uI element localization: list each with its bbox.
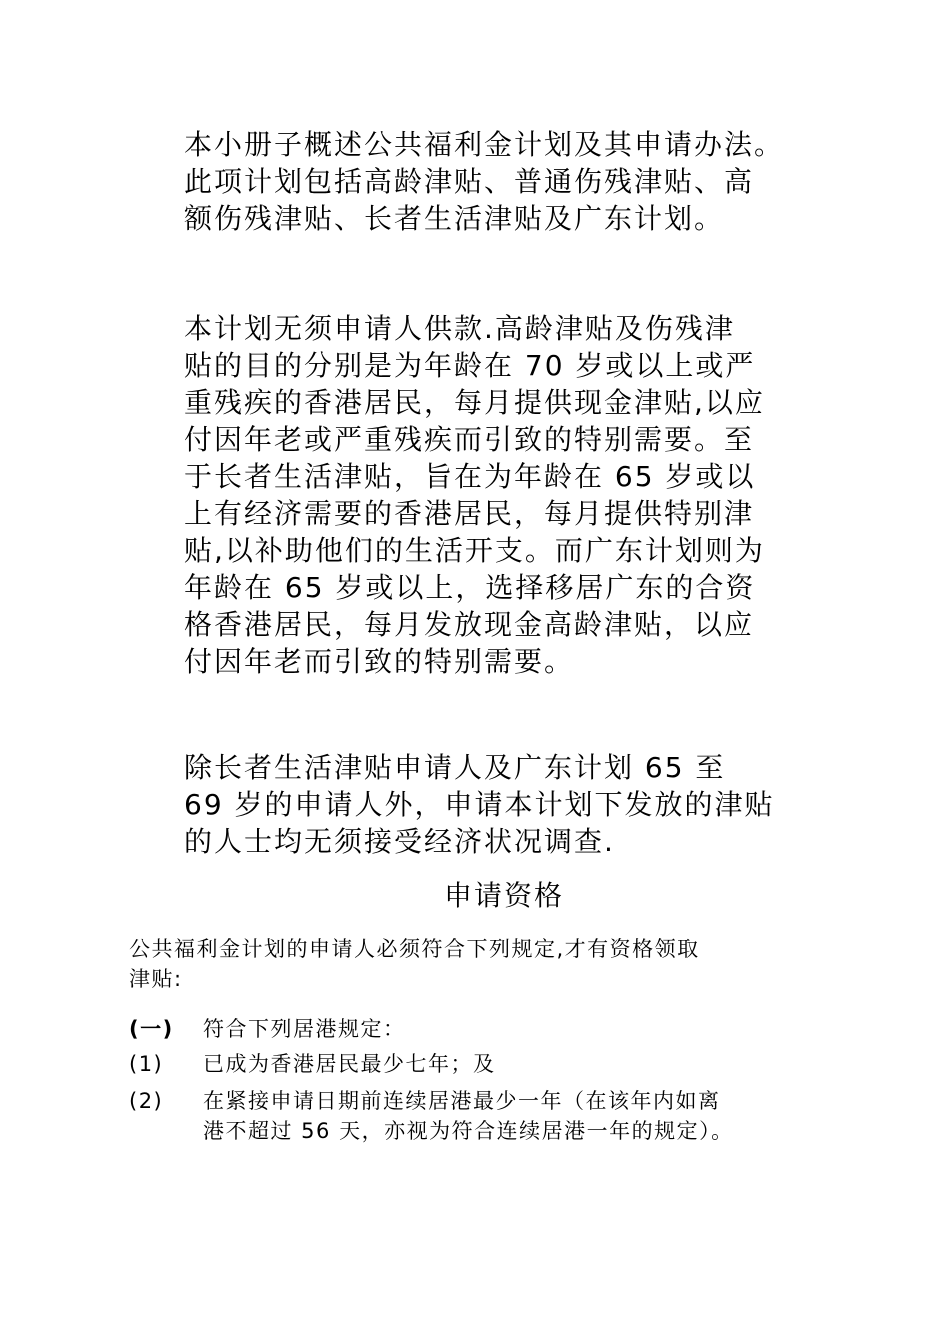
text-line: 已成为香港居民最少七年；及 — [203, 1052, 496, 1076]
paragraph-means-test — [184, 749, 834, 860]
list-marker: (2) — [129, 1089, 164, 1113]
text-line: 年龄在 65 岁或以上，选择移居广东的合资 — [184, 571, 756, 604]
paragraph-overview — [184, 126, 834, 237]
text-line: 额伤残津贴、长者生活津贴及广东计划。 — [184, 202, 725, 235]
list-item-text — [203, 1086, 734, 1146]
text-line: 港不超过 56 天，亦视为符合连续居港一年的规定）。 — [203, 1119, 734, 1143]
text-line: 贴,以补助他们的生活开支。而广东计划则为 — [184, 534, 765, 567]
text-line: 本计划无须申请人供款.高龄津贴及伤残津 — [184, 312, 735, 345]
text-line: 津贴: — [129, 967, 183, 991]
text-line: 除长者生活津贴申请人及广东计划 65 至 — [184, 751, 726, 784]
text-line: 公共福利金计划的申请人必须符合下列规定,才有资格领取 — [129, 937, 700, 961]
text-line: 在紧接申请日期前连续居港最少一年（在该年内如离 — [203, 1089, 721, 1113]
text-line: 付因年老或严重残疾而引致的特别需要。至 — [184, 423, 755, 456]
paragraph-purpose — [184, 310, 834, 680]
list-item-text — [203, 1049, 496, 1079]
section-heading: 申请资格 — [443, 879, 564, 912]
text-line: 符合下列居港规定： — [203, 1017, 406, 1041]
text-line: 69 岁的申请人外，申请本计划下发放的津贴 — [184, 788, 775, 821]
section-intro — [129, 934, 849, 994]
list-item-text — [203, 1014, 406, 1044]
text-line: 贴的目的分别是为年龄在 70 岁或以上或严 — [184, 349, 756, 382]
list-marker: (1) — [129, 1052, 164, 1076]
text-line: 付因年老而引致的特别需要。 — [184, 645, 575, 678]
text-line: 上有经济需要的香港居民，每月提供特别津 — [184, 497, 755, 530]
text-line: 此项计划包括高龄津贴、普通伤残津贴、高 — [184, 165, 755, 198]
text-line: 的人士均无须接受经济状况调查. — [184, 825, 615, 858]
text-line: 重残疾的香港居民，每月提供现金津贴,以应 — [184, 386, 765, 419]
list-marker: (一) — [129, 1017, 174, 1041]
text-line: 格香港居民，每月发放现金高龄津贴，以应 — [184, 608, 755, 641]
text-line: 本小册子概述公共福利金计划及其申请办法。 — [184, 128, 785, 161]
text-line: 于长者生活津贴，旨在为年龄在 65 岁或以 — [184, 460, 756, 493]
